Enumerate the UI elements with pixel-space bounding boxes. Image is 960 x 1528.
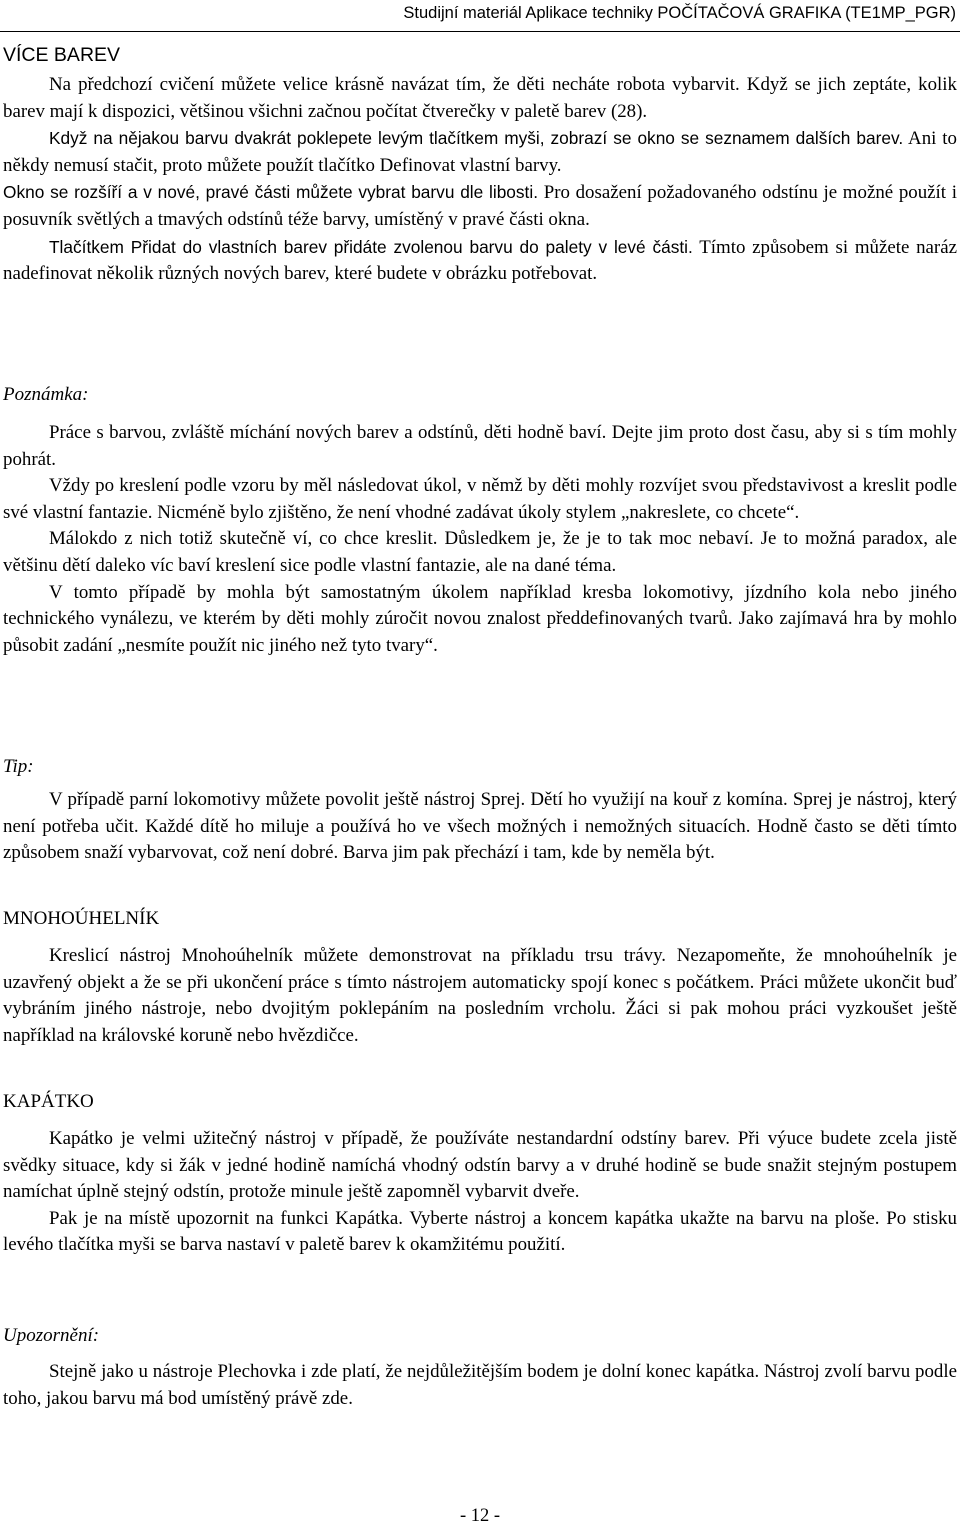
- header-rule: [0, 31, 960, 32]
- label-upozorneni: Upozornění:: [3, 1325, 100, 1346]
- vice-barev-body: [3, 72, 957, 288]
- kapatko-body: [3, 1126, 957, 1259]
- paragraph: [3, 234, 957, 288]
- paragraph: Pak je na místě upozornit na funkci Kapátka. Vyberte nástroj a koncem kapátka ukažte na barvu na ploše. Po stisku levého tlačítka myši se barva nastaví v paletě barev k okamžitému použití.: [3, 1207, 957, 1256]
- paragraph: V tomto případě by mohla být samostatným úkolem například kresba lokomotivy, jízdního kola nebo jiného technického vynálezu, ve kterém by děti mohly zúročit novou znalost předdefinovaných tvarů. Jako zajímavá hra by mohlo působit zadání „nesmíte použít nic jiného než tyto tvary“.: [3, 581, 957, 656]
- paragraph: Málokdo z nich totiž skutečně ví, co chce kreslit. Důsledkem je, že je to tak moc nebaví. Je to možná paradox, ale většinu dětí daleko víc baví kreslení sice podle vlastní fantazie, ale na dané téma.: [3, 528, 957, 576]
- page-number: - 12 -: [459, 1506, 501, 1526]
- label-poznamka: Poznámka:: [3, 384, 89, 405]
- paragraph: Kapátko je velmi užitečný nástroj v případě, že používáte nestandardní odstíny barev. Při výuce budete zcela jistě svědky situace, kdy si žák v jedné hodině namíchá vhodný odstín barvy a v druhé hodině se bude snažit stejným postupem namíchat úplně stejný odstín, protože minule ještě zapomněl vybarvit dveře.: [3, 1128, 957, 1203]
- paragraph-sans-run: Okno se rozšíří a v nové, pravé části můžete vybrat barvu dle libosti.: [3, 182, 538, 203]
- running-header: Studijní materiál Aplikace techniky POČÍTAČOVÁ GRAFIKA (TE1MP_PGR): [403, 4, 956, 22]
- paragraph: [3, 125, 957, 179]
- paragraph: [3, 179, 957, 233]
- section-title-mnohouhelnik: MNOHOÚHELNÍK: [3, 908, 160, 929]
- paragraph: Stejně jako u nástroje Plechovka i zde platí, že nejdůležitějším bodem je dolní konec kapátka. Nástroj zvolí barvu podle toho, jakou barvu má bod umístěný právě zde.: [3, 1361, 957, 1409]
- upozorneni-body: [3, 1359, 957, 1412]
- paragraph: Kreslicí nástroj Mnohoúhelník můžete demonstrovat na příkladu trsu trávy. Nezapomeňte, že mnohoúhelník je uzavřený objekt a že se při ukončení práce s tímto nástrojem automaticky spojí konec s počátkem. Práci můžete ukončit buď vybráním jiného nástroje, nebo dvojitým poklepáním na posledním vrcholu. Žáci si pak mohou práci vyzkoušet ještě například na královské koruně nebo hvězdičce.: [3, 945, 957, 1046]
- label-tip: Tip:: [3, 756, 34, 777]
- paragraph-serif-run: Pro dosažení požadovaného odstínu je možné použít i posuvník světlých a tmavých odstínů téže barvy, umístěný v pravé části okna.: [3, 182, 957, 230]
- paragraph: Práce s barvou, zvláště míchání nových barev a odstínů, děti hodně baví. Dejte jim proto dost času, aby si s tím mohly pohrát.: [3, 422, 957, 470]
- paragraph-serif-run: Tímto způsobem si můžete naráz nadefinovat několik různých nových barev, které budete v obrázku potřebovat.: [3, 236, 957, 285]
- paragraph-serif-run: Ani to někdy nemusí stačit, proto můžete použít tlačítko Definovat vlastní barvy.: [3, 128, 957, 176]
- poznamka-body: [3, 420, 957, 659]
- mnohouhelnik-body: [3, 943, 957, 1049]
- paragraph: Vždy po kreslení podle vzoru by měl následovat úkol, v němž by děti mohly rozvíjet svou představivost a kreslit podle své vlastní fantazie. Nicméně bylo zjištěno, že není vhodné zadávat úkoly stylem „nakreslete, co chcete“.: [3, 475, 957, 523]
- paragraph: Na předchozí cvičení můžete velice krásně navázat tím, že děti necháte robota vybarvit. Když se jich zeptáte, kolik barev mají k dispozici, většinou všichni začnou počítat čtverečky v paletě barev (28).: [3, 74, 957, 122]
- paragraph-sans-run: Když na nějakou barvu dvakrát poklepete levým tlačítkem myši, zobrazí se okno se seznamem dalších barev.: [49, 128, 904, 149]
- tip-body: [3, 787, 957, 867]
- paragraph-sans-run: Tlačítkem Přidat do vlastních barev přidáte zvolenou barvu do palety v levé části.: [49, 236, 693, 257]
- section-title-kapatko: KAPÁTKO: [3, 1091, 94, 1112]
- paragraph: V případě parní lokomotivy můžete povolit ještě nástroj Sprej. Dětí ho využijí na kouř z komína. Sprej je nástroj, který není potřeba učit. Každé dítě ho miluje a používá ho ve všech možných i nemožných situacích. Hodně často se děti tímto způsobem snaží vybarvovat, což není dobré. Barva jim pak přechází i tam, kde by neměla být.: [3, 789, 957, 864]
- section-title-vice-barev: VÍCE BAREV: [3, 44, 121, 66]
